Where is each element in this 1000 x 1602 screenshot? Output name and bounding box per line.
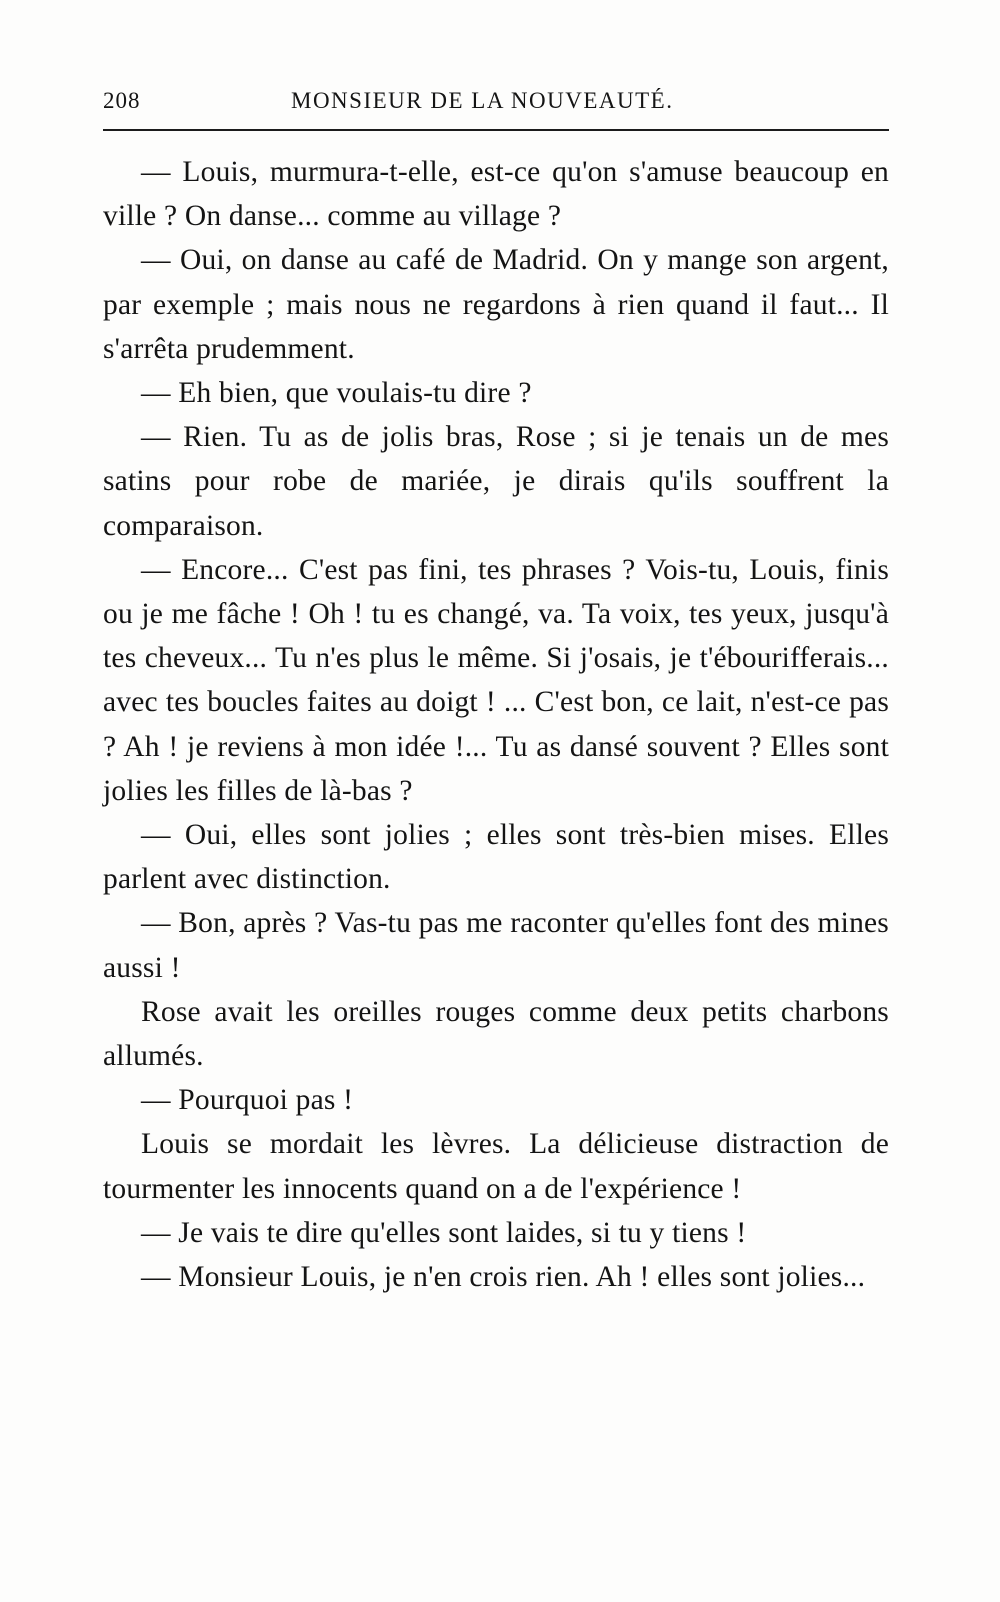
- paragraph: — Oui, on danse au café de Madrid. On y mange son argent, par exemple ; mais nous ne regardons à rien quand il faut... Il s'arrêta prudemment.: [103, 244, 889, 365]
- paragraph: — Monsieur Louis, je n'en crois rien. Ah ! elles sont jolies...: [141, 1261, 866, 1294]
- header-rule: [103, 129, 889, 131]
- body-text: [103, 150, 889, 1299]
- paragraph: Rose avait les oreilles rouges comme deux petits charbons allumés.: [103, 995, 889, 1073]
- running-title: MONSIEUR DE LA NOUVEAUTÉ.: [291, 88, 674, 113]
- paragraph: Louis se mordait les lèvres. La délicieuse distraction de tourmenter les innocents quand on a de l'expérience !: [103, 1128, 889, 1205]
- paragraph: — Pourquoi pas !: [141, 1084, 354, 1117]
- page-number: 208: [103, 88, 141, 113]
- paragraph: — Rien. Tu as de jolis bras, Rose ; si je tenais un de mes satins pour robe de mariée, je dirais qu'ils souffrent la comparaison.: [103, 421, 889, 542]
- paragraph: — Je vais te dire qu'elles sont laides, si tu y tiens !: [141, 1216, 747, 1249]
- paragraph: — Bon, après ? Vas-tu pas me raconter qu'elles font des mines aussi !: [103, 907, 889, 984]
- paragraph: — Encore... C'est pas fini, tes phrases ? Vois-tu, Louis, finis ou je me fâche ! Oh ! tu es changé, va. Ta voix, tes yeux, jusqu'à tes cheveux... Tu n'es plus le même. Si j'osais, je t'ébourifferais... avec tes boucles faites au doigt ! ... C'est bon, ce lait, n'est-ce pas ? Ah ! je reviens à mon idée !... Tu as dansé souvent ? Elles sont jolies les filles de là-bas ?: [103, 553, 889, 807]
- paragraph: — Louis, murmura-t-elle, est-ce qu'on s'amuse beaucoup en ville ? On danse... comme au village ?: [103, 156, 889, 233]
- page-header: [103, 84, 889, 118]
- paragraph: — Oui, elles sont jolies ; elles sont très-bien mises. Elles parlent avec distinction.: [103, 819, 889, 896]
- paragraph: — Eh bien, que voulais-tu dire ?: [141, 377, 532, 410]
